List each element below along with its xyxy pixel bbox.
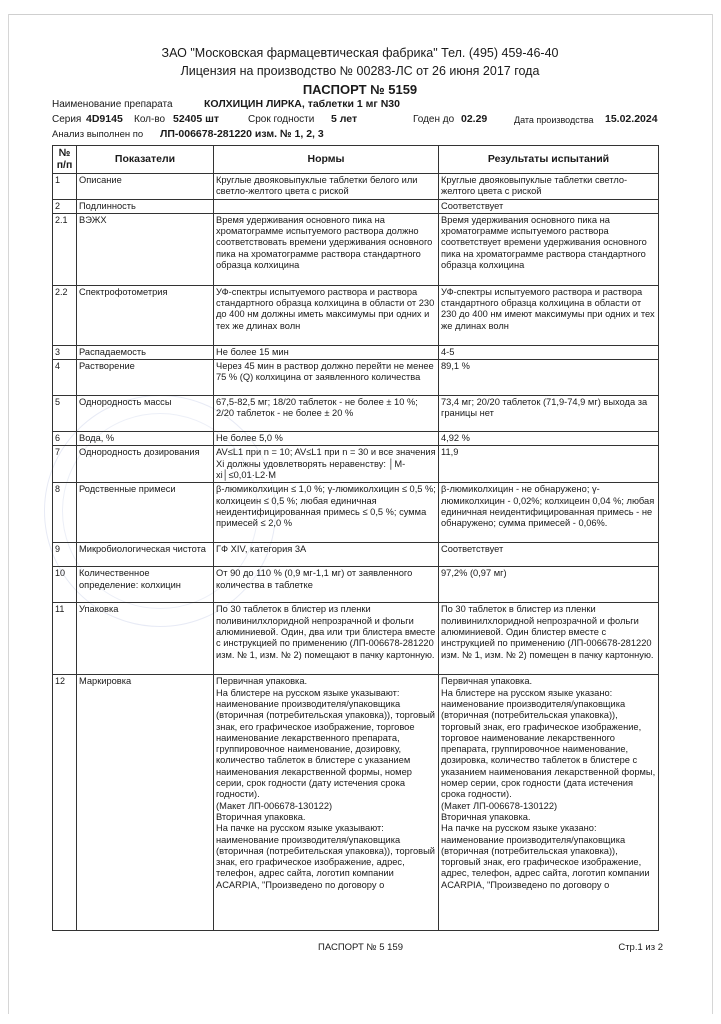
footer-passport-number: ПАСПОРТ № 5 159	[318, 942, 403, 953]
row-result: По 30 таблеток в блистер из пленки поливинилхлоридной непрозрачной и фольги алюминиевой. Один блистер вместе с инструкцией по применению (ЛП-006678-281220 изм. № 1, изм. № 2) помещен в пачку картонную.	[439, 603, 659, 675]
analysis-value: ЛП-006678-281220 изм. № 1, 2, 3	[160, 128, 324, 140]
row-indicator: Количественное определение: колхицин	[77, 567, 214, 603]
table-row	[53, 396, 659, 432]
row-number: 5	[53, 396, 77, 432]
col-header-norm: Нормы	[214, 146, 439, 174]
row-number: 11	[53, 603, 77, 675]
row-number: 9	[53, 543, 77, 567]
table-row	[53, 360, 659, 396]
row-number: 8	[53, 483, 77, 543]
scan-edge-left	[8, 14, 9, 1014]
company-line: ЗАО "Московская фармацевтическая фабрика" Тел. (495) 459-46-40	[161, 46, 559, 60]
table-row	[53, 543, 659, 567]
row-result: Соответствует	[439, 199, 659, 213]
row-result: Первичная упаковка. На блистере на русском языке указано: наименование производителя/упаковщика (вторичная (потребительская упаковка)), торговый знак, его графическое изображение, торговое наименование лекарственного препарата, группировочное наименование, дозировка, количество таблеток в блистере с указанием наименования лекарственной формы, номер серии, срок годности (дата истечения срока годности). (Макет ЛП-006678-130122) Вторичная упаковка. На пачке на русском языке указано: наименование производителя/упаковщика (вторичная (потребительская упаковка)), торговый знак, его графическое изображение, адрес, телефон, адрес сайта, логотип компании ACARPIA, "Произведено по договору о	[439, 675, 659, 931]
row-norm: Не более 5,0 %	[214, 432, 439, 446]
col-header-num: № п/п	[53, 146, 77, 174]
row-norm	[214, 199, 439, 213]
name-label: Наименование препарата	[52, 99, 173, 110]
row-indicator: Родственные примеси	[77, 483, 214, 543]
row-result: УФ-спектры испытуемого раствора и раствора стандартного образца колхицина в области от 230 до 400 нм имеют максимумы при одних и тех же длинах волн	[439, 285, 659, 345]
col-header-indicator: Показатели	[77, 146, 214, 174]
row-number: 2	[53, 199, 77, 213]
row-norm: По 30 таблеток в блистер из пленки поливинилхлоридной непрозрачной и фольги алюминиевой. Один, два или три блистера вместе с инструкцией по применению (ЛП-006678-281220 изм. № 1, изм. № 2) помещают в пачку картонную.	[214, 603, 439, 675]
date-label: Дата производства	[514, 115, 594, 125]
row-result: β-люмиколхицин - не обнаружено; γ-люмиколхицин - 0,02%; колхицеин 0,04 %; любая единичная неидентифицированная примесь - не обнаружено; сумма примесей - 0,06%.	[439, 483, 659, 543]
row-norm: Время удерживания основного пика на хроматограмме испытуемого раствора должно соответствовать времени удерживания основного пика на хроматограмме раствора стандартного образца колхицина	[214, 213, 439, 285]
row-indicator: Спектрофотометрия	[77, 285, 214, 345]
row-indicator: Однородность дозирования	[77, 446, 214, 483]
row-number: 2.2	[53, 285, 77, 345]
valid-value: 02.29	[461, 113, 488, 125]
row-number: 4	[53, 360, 77, 396]
row-result: Соответствует	[439, 543, 659, 567]
analysis-label: Анализ выполнен по	[52, 129, 144, 140]
row-result: 89,1 %	[439, 360, 659, 396]
row-indicator: Вода, %	[77, 432, 214, 446]
row-indicator: Растворение	[77, 360, 214, 396]
table-row	[53, 675, 659, 931]
table-row	[53, 285, 659, 345]
valid-label: Годен до	[413, 114, 455, 125]
col-header-result: Результаты испытаний	[439, 146, 659, 174]
qty-label: Кол-во	[134, 114, 166, 125]
row-number: 3	[53, 345, 77, 359]
row-norm: Не более 15 мин	[214, 345, 439, 359]
table-row	[53, 432, 659, 446]
table-row	[53, 567, 659, 603]
row-norm: AV≤L1 при n = 10; AV≤L1 при n = 30 и все значения Xi должны удовлетворять неравенству: │M-xi│≤0,01·L2·M	[214, 446, 439, 483]
name-value: КОЛХИЦИН ЛИРКА, таблетки 1 мг N30	[204, 98, 400, 110]
row-norm: УФ-спектры испытуемого раствора и раствора стандартного образца колхицина в области от 230 до 400 нм должны иметь максимумы при одних и тех же длинах волн	[214, 285, 439, 345]
table-row	[53, 446, 659, 483]
qty-value: 52405 шт	[173, 113, 220, 125]
scan-edge-right	[712, 14, 713, 1014]
series-value: 4D9145	[86, 113, 123, 125]
table-row	[53, 483, 659, 543]
row-result: 4-5	[439, 345, 659, 359]
row-indicator: Однородность массы	[77, 396, 214, 432]
row-norm: β-люмиколхицин ≤ 1,0 %; γ-люмиколхицин ≤ 0,5 %; колхицеин ≤ 0,5 %; любая единичная неидентифицированная примесь ≤ 0,5 %; сумма примесей ≤ 2,0 %	[214, 483, 439, 543]
row-result: 73,4 мг; 20/20 таблеток (71,9-74,9 мг) выхода за границы нет	[439, 396, 659, 432]
row-indicator: Упаковка	[77, 603, 214, 675]
table-row	[53, 345, 659, 359]
row-indicator: ВЭЖХ	[77, 213, 214, 285]
row-number: 6	[53, 432, 77, 446]
row-result: 97,2% (0,97 мг)	[439, 567, 659, 603]
row-number: 2.1	[53, 213, 77, 285]
row-indicator: Описание	[77, 174, 214, 200]
row-result: 4,92 %	[439, 432, 659, 446]
row-norm: Первичная упаковка. На блистере на русском языке указывают: наименование производителя/упаковщика (вторичная (потребительская упаковка)), торговый знак, его графическое изображение, торговое наименование лекарственного препарата, группировочное наименование, дозировку, количество таблеток в блистере с указанием наименования лекарственной формы, номер серии, срок годности (дату истечения срока годности). (Макет ЛП-006678-130122) Вторичная упаковка. На пачке на русском языке указывают: наименование производителя/упаковщика (вторичная (потребительская упаковка)), торговый знак, его графическое изображение, адрес, телефон, адрес сайта, логотип компании ACARPIA, "Произведено по договору о	[214, 675, 439, 931]
footer-page-number: Стр.1 из 2	[618, 942, 663, 953]
results-table	[52, 145, 659, 931]
table-header-row	[53, 146, 659, 174]
row-number: 1	[53, 174, 77, 200]
license-line: Лицензия на производство № 00283-ЛС от 26 июня 2017 года	[180, 64, 540, 78]
scan-edge-top	[8, 14, 713, 15]
row-number: 12	[53, 675, 77, 931]
row-result: 11,9	[439, 446, 659, 483]
table-row	[53, 174, 659, 200]
row-number: 10	[53, 567, 77, 603]
row-result: Время удерживания основного пика на хроматограмме испытуемого раствора соответствует времени удерживания основного пика на хроматограмме раствора стандартного образца колхицина	[439, 213, 659, 285]
row-norm: 67,5-82,5 мг; 18/20 таблеток - не более ± 10 %; 2/20 таблеток - не более ± 20 %	[214, 396, 439, 432]
row-number: 7	[53, 446, 77, 483]
row-norm: Круглые двояковыпуклые таблетки белого или светло-желтого цвета с риской	[214, 174, 439, 200]
row-result: Круглые двояковыпуклые таблетки светло-желтого цвета с риской	[439, 174, 659, 200]
row-indicator: Распадаемость	[77, 345, 214, 359]
shelf-value: 5 лет	[331, 113, 358, 125]
table-row	[53, 603, 659, 675]
passport-title: ПАСПОРТ № 5159	[302, 82, 418, 97]
row-norm: От 90 до 110 % (0,9 мг-1,1 мг) от заявленного количества в таблетке	[214, 567, 439, 603]
table-row	[53, 213, 659, 285]
row-indicator: Маркировка	[77, 675, 214, 931]
shelf-label: Срок годности	[248, 114, 315, 125]
row-indicator: Микробиологическая чистота	[77, 543, 214, 567]
row-indicator: Подлинность	[77, 199, 214, 213]
series-label: Серия	[52, 114, 82, 125]
table-body	[53, 174, 659, 931]
table-row	[53, 199, 659, 213]
date-value: 15.02.2024	[605, 113, 658, 125]
row-norm: ГФ XIV, категория 3А	[214, 543, 439, 567]
row-norm: Через 45 мин в раствор должно перейти не менее 75 % (Q) колхицина от заявленного количества	[214, 360, 439, 396]
